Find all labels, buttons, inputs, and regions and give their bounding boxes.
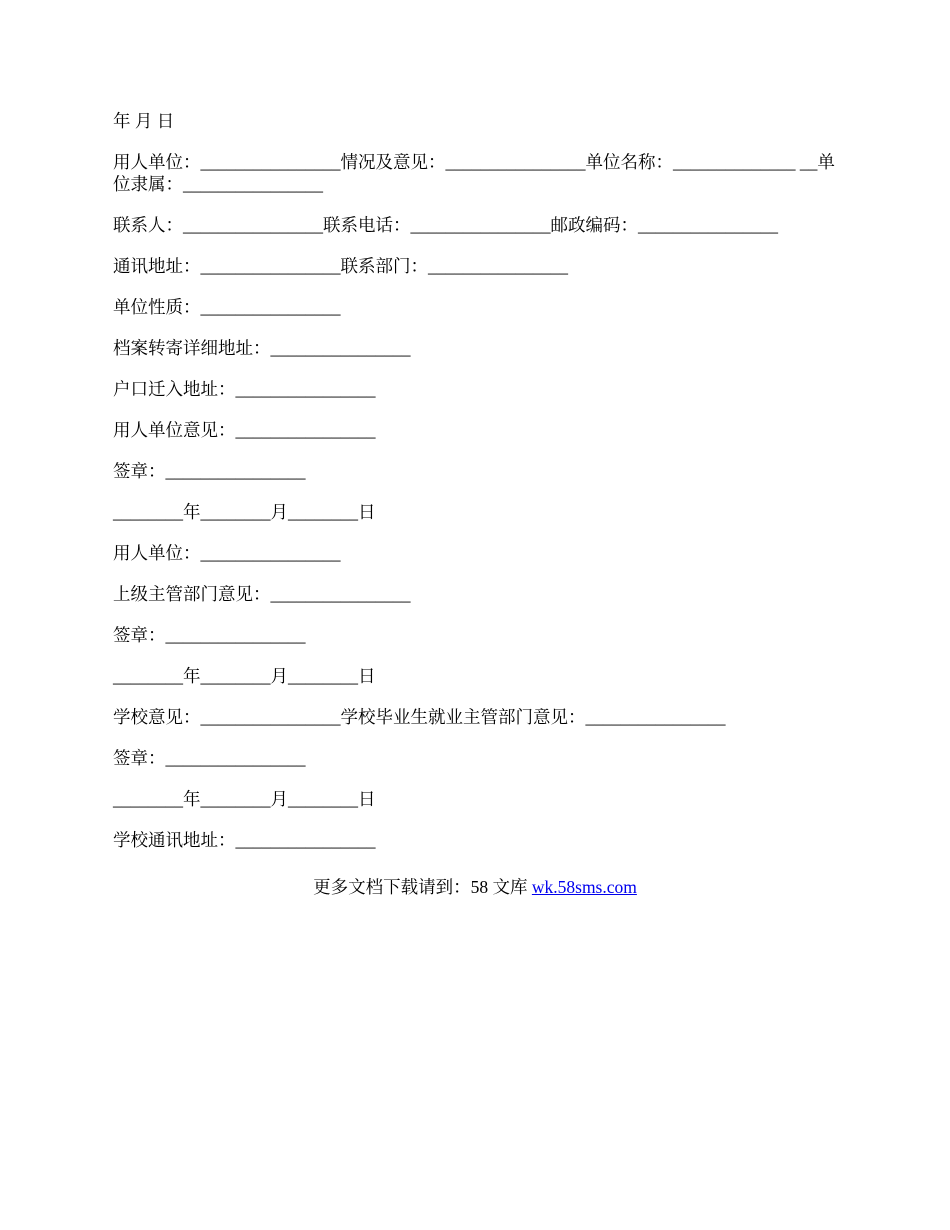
school-address-line: 学校通讯地址：________________ xyxy=(113,830,376,850)
date-line: 年 月 日 xyxy=(113,111,175,131)
date-blank-line-3: ________年________月________日 xyxy=(113,789,376,809)
household-address-line: 户口迁入地址：________________ xyxy=(113,379,376,399)
signature-line-3: 签章：________________ xyxy=(113,748,306,768)
date-blank-line-1: ________年________月________日 xyxy=(113,502,376,522)
employer-info-line: 用人单位：________________情况及意见：________________单位名称：______________ __单位隶属：________________ xyxy=(113,152,835,194)
footer-text: 更多文档下载请到：58 文库 xyxy=(313,877,532,897)
document-body xyxy=(113,110,843,870)
unit-nature-line: 单位性质：________________ xyxy=(113,297,341,317)
contact-line: 联系人：________________联系电话：________________邮政编码：________________ xyxy=(113,215,778,235)
footer xyxy=(0,876,950,898)
date-blank-line-2: ________年________月________日 xyxy=(113,666,376,686)
signature-line-1: 签章：________________ xyxy=(113,461,306,481)
employer-opinion-line: 用人单位意见：________________ xyxy=(113,420,376,440)
employer-line-2: 用人单位：________________ xyxy=(113,543,341,563)
superior-opinion-line: 上级主管部门意见：________________ xyxy=(113,584,411,604)
footer-link[interactable]: wk.58sms.com xyxy=(531,877,637,897)
archive-address-line: 档案转寄详细地址：________________ xyxy=(113,338,411,358)
address-department-line: 通讯地址：________________联系部门：________________ xyxy=(113,256,568,276)
school-opinion-line: 学校意见：________________学校毕业生就业主管部门意见：________________ xyxy=(113,707,726,727)
signature-line-2: 签章：________________ xyxy=(113,625,306,645)
